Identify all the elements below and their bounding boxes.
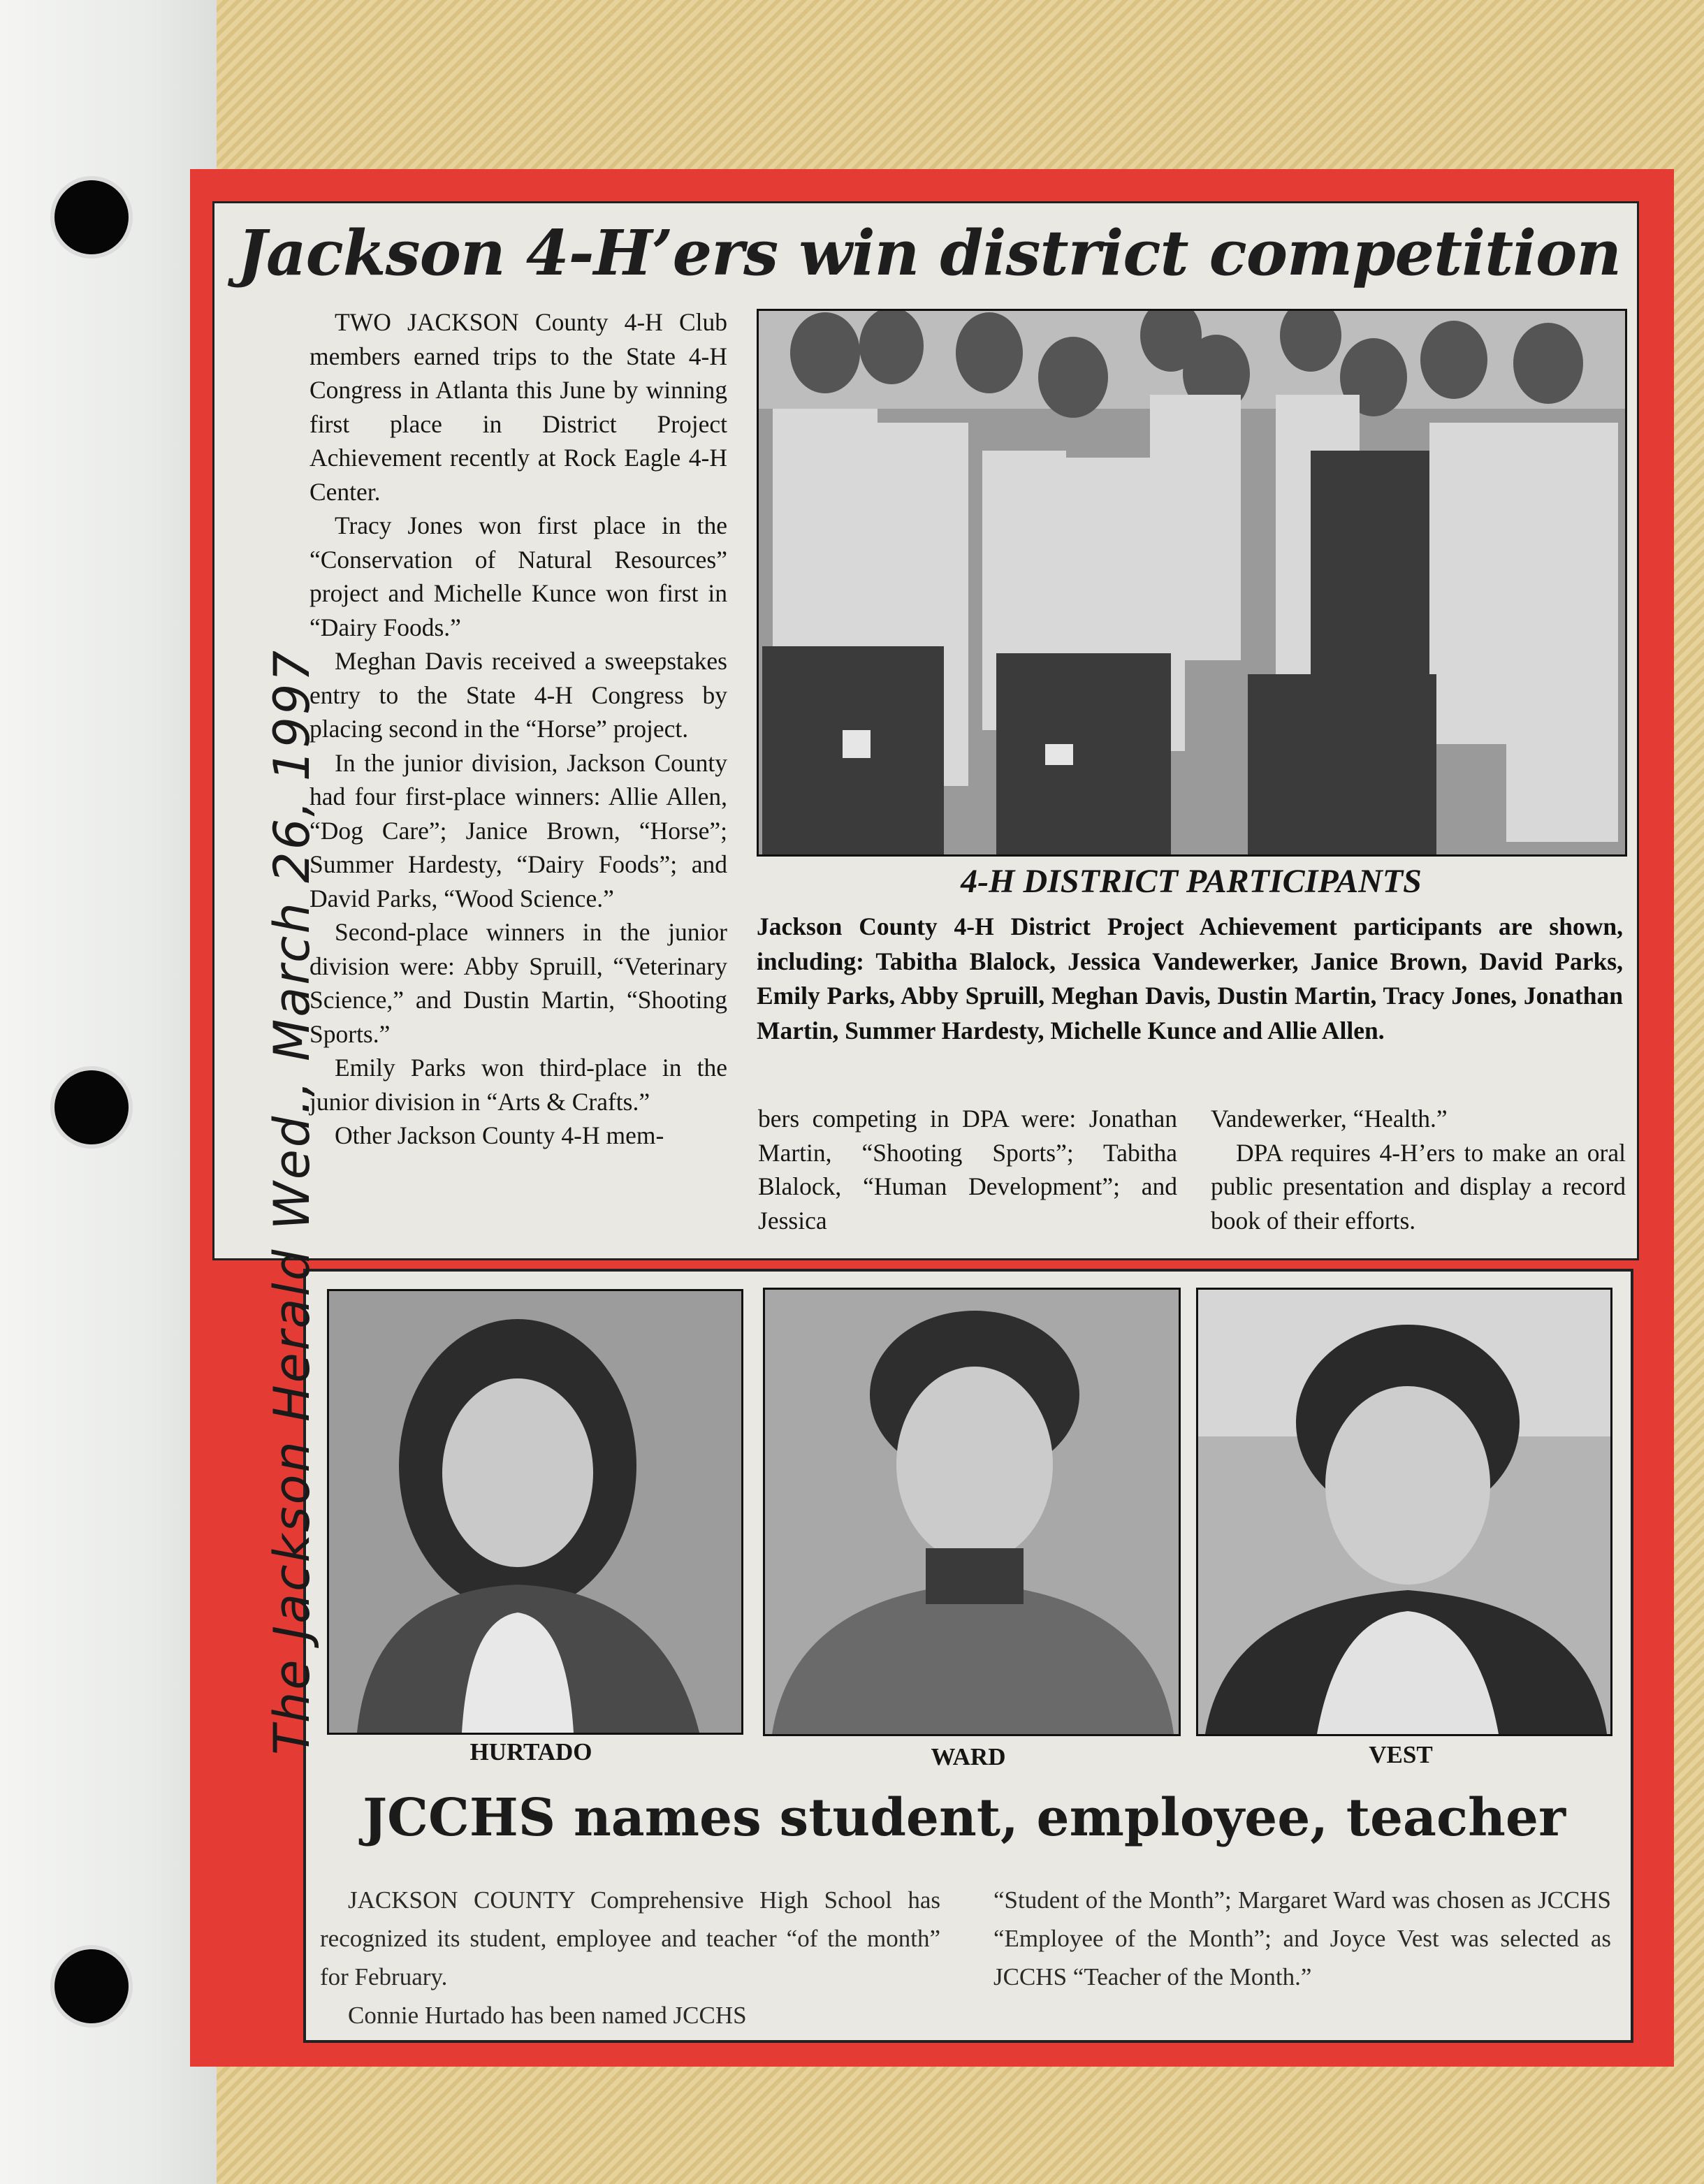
handwritten-text: The Jackson Herald Wed., March 26, 1997 xyxy=(263,648,321,1755)
photo-caption-title: 4-H DISTRICT PARTICIPANTS xyxy=(961,863,1422,900)
portrait-label: VEST xyxy=(1369,1741,1433,1768)
portrait-photo-hurtado xyxy=(327,1289,743,1735)
photo-caption: Jackson County 4-H District Project Achievement participants are shown, including: Tabitha Blalock, Jessica Vandewerker, Janice Brown, David Parks, Emily Parks, Abby Spruill, Meghan Davis, Dustin Martin, Tracy Jones, Jonathan Martin, Summer Hardesty, Michelle Kunce and Allie Allen. xyxy=(757,912,1623,1044)
article-column-1 xyxy=(320,1881,940,2034)
article-column-3 xyxy=(1211,1102,1626,1237)
paragraph: “Student of the Month”; Margaret Ward was chosen as JCCHS “Employee of the Month”; and Joyce Vest was selected as JCCHS “Teacher of the Month.” xyxy=(993,1886,1611,1990)
binder-page xyxy=(0,0,217,2184)
portrait-photo-vest xyxy=(1196,1288,1612,1736)
paragraph: Emily Parks won third-place in the junior division in “Arts & Crafts.” xyxy=(310,1054,727,1116)
article-column-2 xyxy=(993,1881,1611,1996)
paragraph: Second-place winners in the junior division were: Abby Spruill, “Veterinary Science,” and Dustin Martin, “Shooting Sports.” xyxy=(310,918,727,1048)
paragraph: Vandewerker, “Health.” xyxy=(1211,1105,1448,1133)
paragraph: Other Jackson County 4-H mem- xyxy=(335,1121,664,1149)
portrait-label: WARD xyxy=(931,1743,1006,1770)
portrait-label: HURTADO xyxy=(469,1738,592,1766)
article-column-1 xyxy=(310,305,727,1153)
punch-hole xyxy=(54,1949,129,2023)
group-photo xyxy=(757,309,1627,857)
paragraph: In the junior division, Jackson County had four first-place winners: Allie Allen, “Dog Care”; Janice Brown, “Horse”; Summer Hardesty, “Dairy Foods”; and David Parks, “Wood Science.” xyxy=(310,748,727,912)
punch-hole xyxy=(54,180,129,254)
paragraph: Connie Hurtado has been named JCCHS xyxy=(348,2002,747,2029)
paragraph: TWO JACKSON County 4-H Club members earned trips to the State 4-H Congress in Atlanta this June by winning first place in District Project Achievement recently at Rock Eagle 4-H Center. xyxy=(310,308,727,506)
paragraph: JACKSON COUNTY Comprehensive High School has recognized its student, employee and teacher “of the month” for February. xyxy=(320,1886,940,1990)
paragraph: Tracy Jones won first place in the “Conservation of Natural Resources” project and Michelle Kunce won first in “Dairy Foods.” xyxy=(310,511,727,641)
punch-hole xyxy=(54,1070,129,1144)
paragraph: bers competing in DPA were: Jonathan Martin, “Shooting Sports”; Tabitha Blalock, “Human Development”; and Jessica xyxy=(758,1105,1177,1235)
article-headline: JCCHS names student, employee, teacher xyxy=(363,1788,1566,1848)
portrait-photo-ward xyxy=(763,1288,1181,1736)
paragraph: Meghan Davis received a sweepstakes entry to the State 4-H Congress by placing second in the “Horse” project. xyxy=(310,647,727,743)
article-column-2 xyxy=(758,1102,1177,1237)
article-headline: Jackson 4-H’ers win district competition xyxy=(237,216,1622,289)
paragraph: DPA requires 4-H’ers to make an oral public presentation and display a record book of their efforts. xyxy=(1211,1138,1626,1235)
